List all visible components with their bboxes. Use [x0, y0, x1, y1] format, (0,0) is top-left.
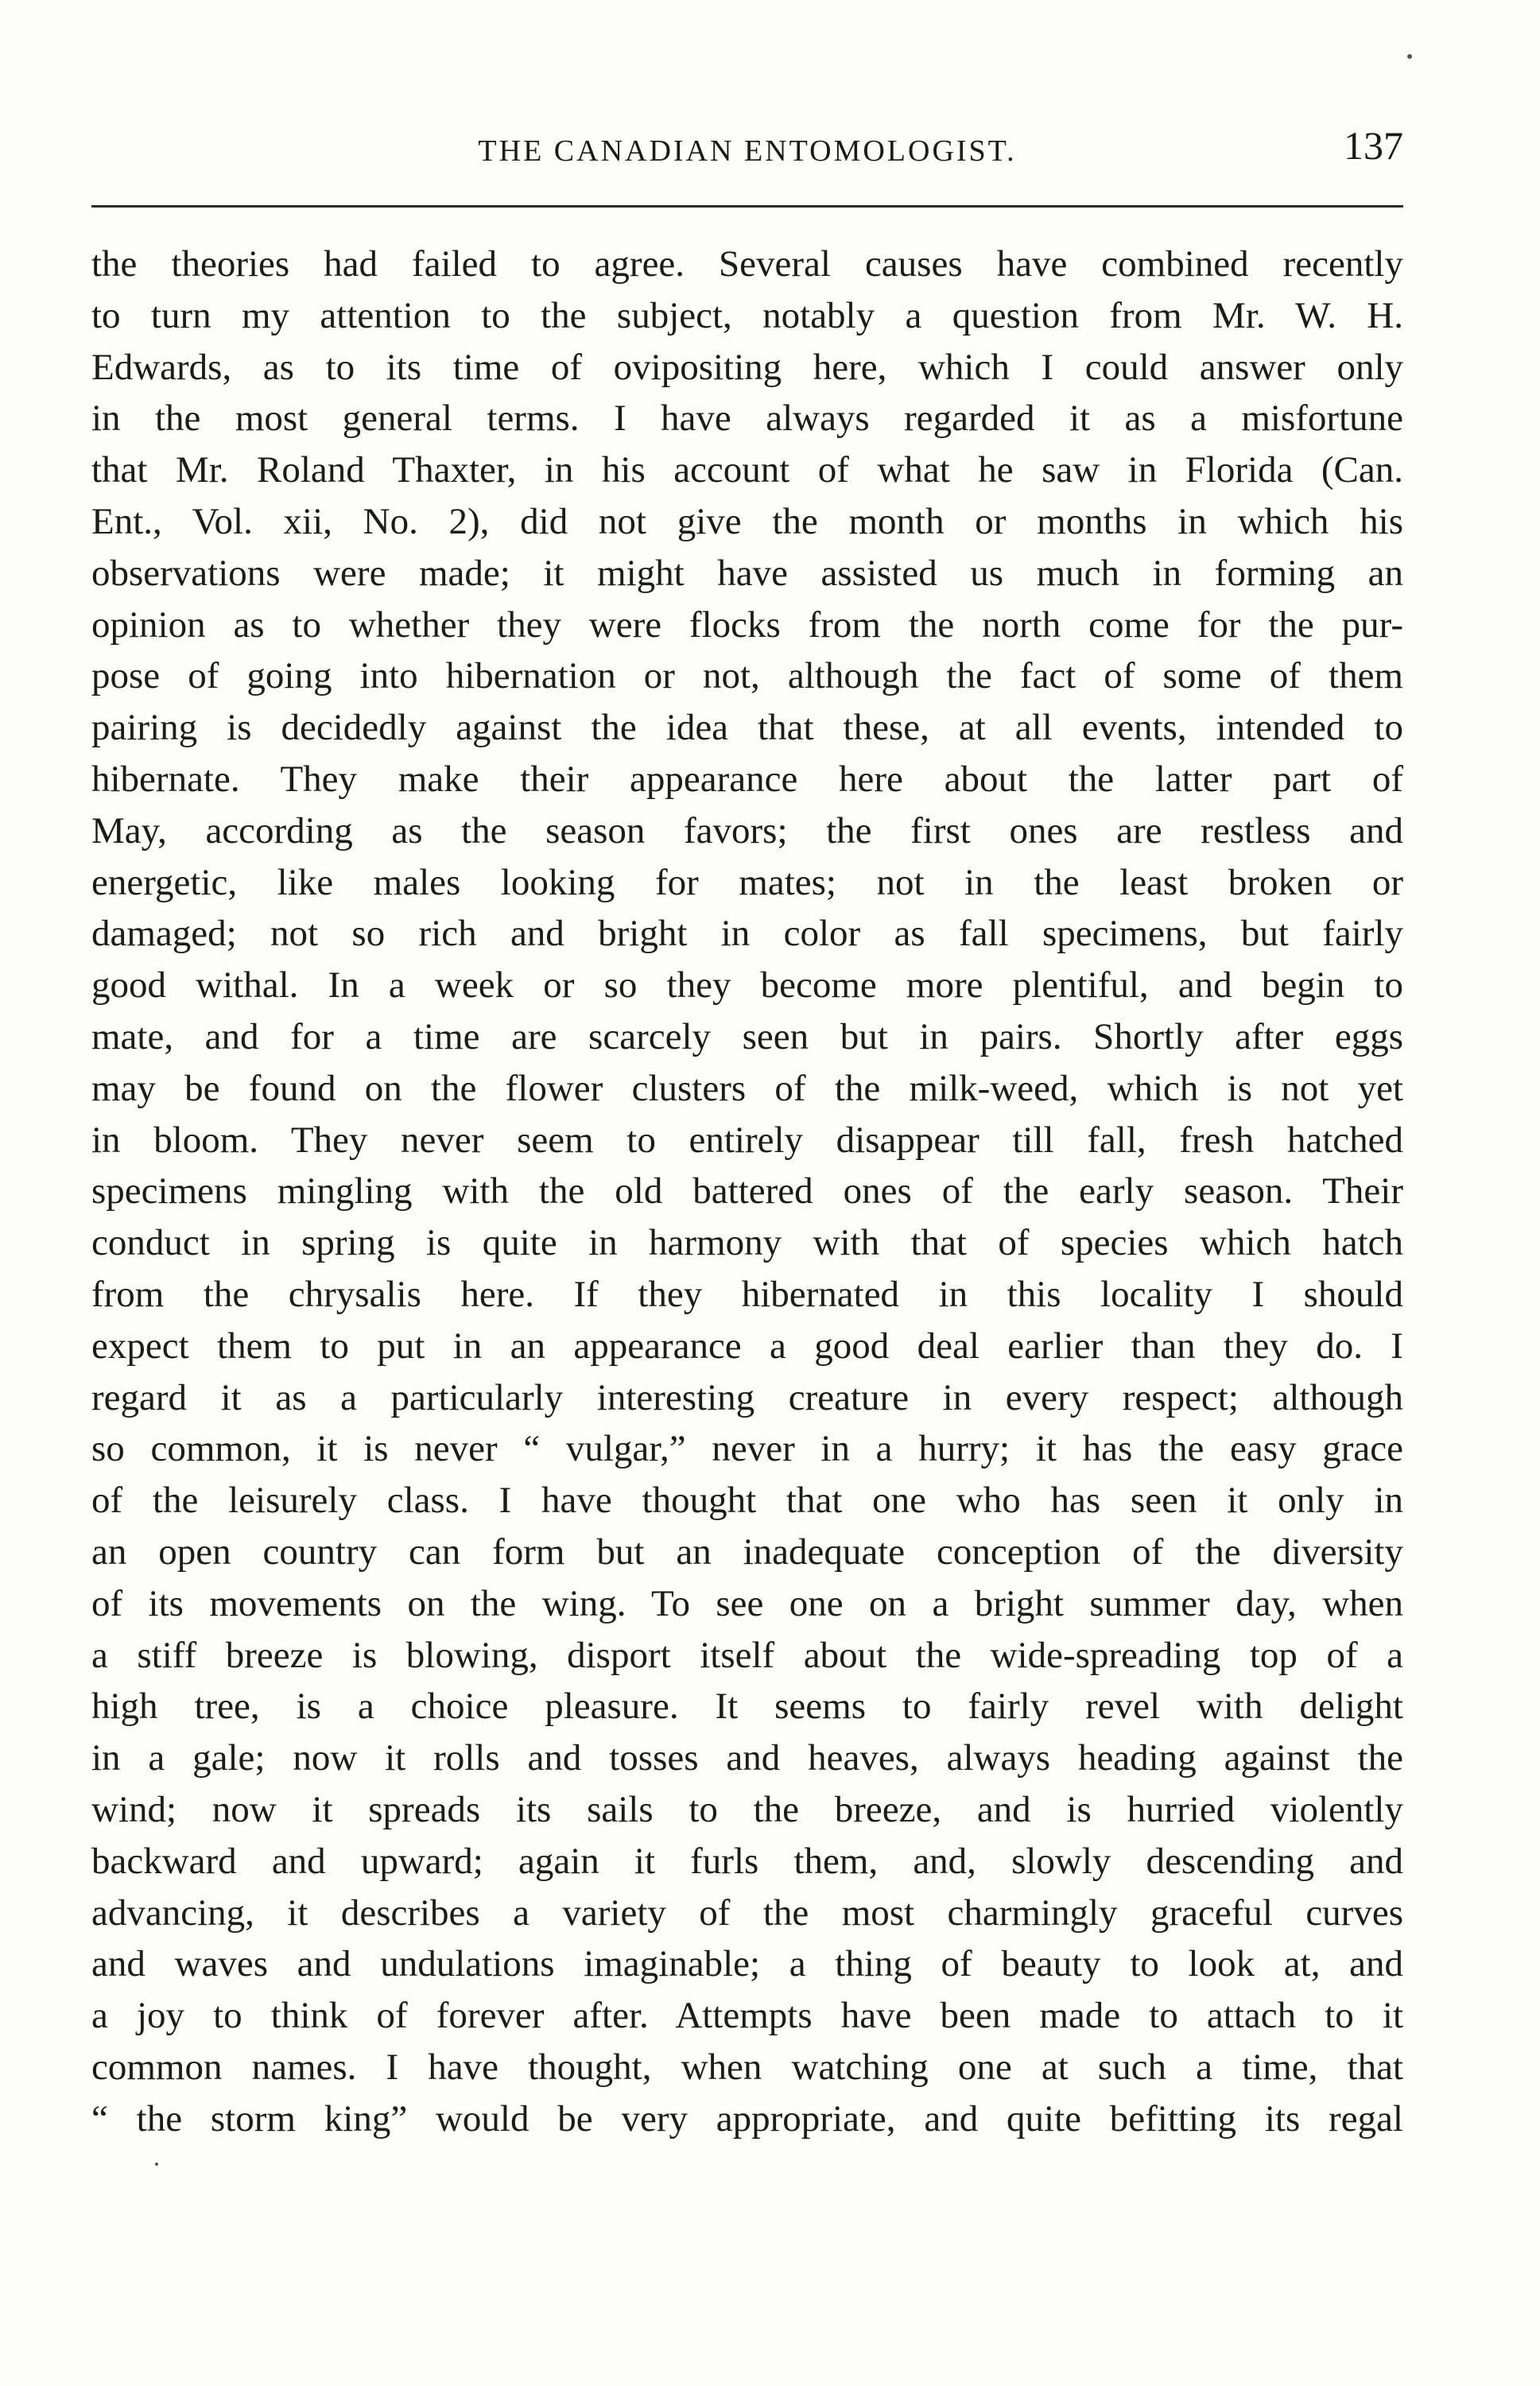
text-line: in the most general terms. I have always regarded it as a misfortune	[91, 398, 1403, 440]
text-line: the theories had failed to agree. Several causes have combined recently	[91, 243, 1403, 285]
text-line: regard it as a particularly interesting creature in every respect; although	[91, 1376, 1403, 1418]
text-line: that Mr. Roland Thaxter, in his account of what he saw in Florida (Can.	[91, 449, 1403, 491]
text-line: pose of going into hibernation or not, although the fact of some of them	[91, 655, 1403, 697]
text-line: specimens mingling with the old battered ones of the early season. Their	[91, 1170, 1403, 1212]
text-line: energetic, like males looking for mates; not in the least broken or	[91, 861, 1403, 903]
text-line: conduct in spring is quite in harmony with that of species which hatch	[91, 1222, 1403, 1264]
text-line: of the leisurely class. I have thought that one who has seen it only in	[91, 1480, 1403, 1522]
page-number: 137	[1344, 123, 1403, 168]
header-rule	[91, 205, 1403, 208]
text-line: damaged; not so rich and bright in color as fall specimens, but fairly	[91, 913, 1403, 955]
text-line: of its movements on the wing. To see one on a bright summer day, when	[91, 1582, 1403, 1624]
text-line: Ent., Vol. xii, No. 2), did not give the month or months in which his	[91, 500, 1403, 542]
text-line: hibernate. They make their appearance here about the latter part of	[91, 758, 1403, 800]
text-line: good withal. In a week or so they become more plentiful, and begin to	[91, 964, 1403, 1007]
text-line: May, according as the season favors; the first ones are restless and	[91, 809, 1403, 852]
text-line: and waves and undulations imaginable; a thing of beauty to look at, and	[91, 1943, 1403, 1985]
text-line: opinion as to whether they were flocks from the north come for the pur-	[91, 603, 1403, 646]
text-line: pairing is decidedly against the idea that these, at all events, intended to	[91, 707, 1403, 749]
text-line: expect them to put in an appearance a good deal earlier than they do. I	[91, 1325, 1403, 1367]
text-line: so common, it is never “ vulgar,” never in a hurry; it has the easy grace	[91, 1428, 1403, 1470]
page-header	[91, 119, 1403, 183]
text-line: may be found on the flower clusters of the milk-weed, which is not yet	[91, 1067, 1403, 1109]
text-line: Edwards, as to its time of ovipositing here, which I could answer only	[91, 346, 1403, 388]
text-line: to turn my attention to the subject, notably a question from Mr. W. H.	[91, 294, 1403, 336]
text-line: wind; now it spreads its sails to the breeze, and is hurried violently	[91, 1788, 1403, 1830]
text-line: an open country can form but an inadequate conception of the diversity	[91, 1531, 1403, 1573]
speck-mark	[1407, 54, 1412, 59]
body-text	[91, 239, 1403, 2144]
text-line: in bloom. They never seem to entirely disappear till fall, fresh hatched	[91, 1119, 1403, 1161]
text-line: observations were made; it might have assisted us much in forming an	[91, 552, 1403, 594]
text-line: a stiff breeze is blowing, disport itself about the wide-spreading top of a	[91, 1634, 1403, 1676]
text-line: advancing, it describes a variety of the most charmingly graceful curves	[91, 1891, 1403, 1934]
text-line: common names. I have thought, when watching one at such a time, that	[91, 2046, 1403, 2088]
speck-mark	[155, 2163, 158, 2166]
text-line: “ the storm king” would be very appropriate, and quite befitting its regal	[91, 2097, 1403, 2140]
text-line: in a gale; now it rolls and tosses and heaves, always heading against the	[91, 1737, 1403, 1779]
text-line: mate, and for a time are scarcely seen but in pairs. Shortly after eggs	[91, 1015, 1403, 1057]
running-head: THE CANADIAN ENTOMOLOGIST.	[478, 134, 1017, 168]
text-line: backward and upward; again it furls them, and, slowly descending and	[91, 1840, 1403, 1882]
text-line: high tree, is a choice pleasure. It seems to fairly revel with delight	[91, 1686, 1403, 1728]
text-line: from the chrysalis here. If they hibernated in this locality I should	[91, 1273, 1403, 1315]
text-line: a joy to think of forever after. Attempts have been made to attach to it	[91, 1995, 1403, 2037]
